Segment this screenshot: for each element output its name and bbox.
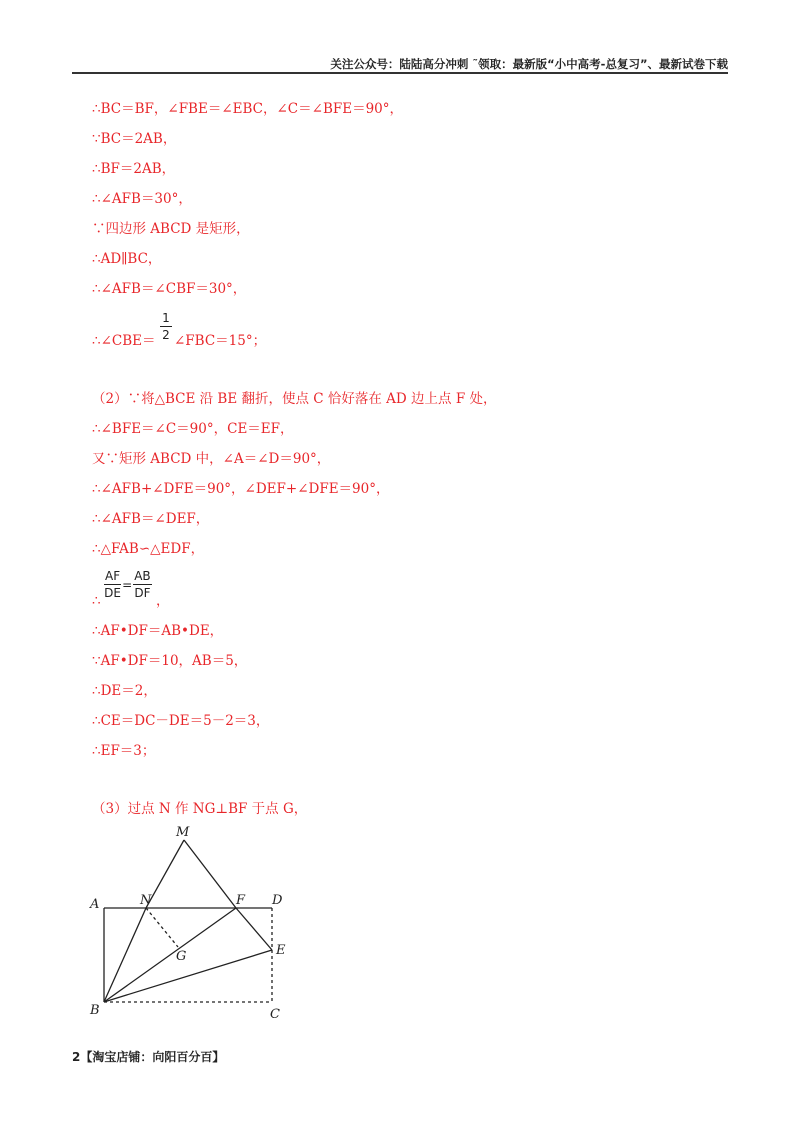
proof-line: ∴BF＝2AB， [92, 161, 176, 177]
proof-line: ∴BC＝BF，∠FBE＝∠EBC，∠C＝∠BFE＝90°， [92, 101, 404, 117]
label-M: M [176, 825, 190, 840]
label-F: F [236, 893, 246, 908]
proof-line: ∴∠CBE＝ [92, 333, 156, 349]
page-footer: 2【淘宝店铺：向阳百分百】 [72, 1050, 225, 1064]
proof-line: ∴CE＝DC－DE＝5－2＝3， [92, 713, 270, 729]
proof-line: ∴∠AFB＝∠CBF＝30°， [92, 281, 247, 297]
fraction-left [104, 568, 121, 601]
fraction-numerator: AB [134, 569, 151, 583]
proof-line: ∵BC＝2AB， [92, 131, 177, 147]
label-G: G [176, 949, 187, 964]
proof-line: ∴∠AFB+∠DFE＝90°，∠DEF+∠DFE＝90°， [92, 481, 390, 497]
proof-line: （3）过点 N 作 NG⊥BF 于点 G， [92, 801, 308, 817]
proof-line: ∴AF•DF＝AB•DE， [92, 623, 224, 639]
proof-line: ∴ [92, 593, 101, 609]
segment-FE [236, 908, 272, 950]
proof-line: ∴△FAB∽△EDF， [92, 541, 205, 557]
proof-line: ∴∠BFE＝∠C＝90°，CE＝EF， [92, 421, 294, 437]
fraction-denominator: DF [134, 586, 151, 600]
page-header: 关注公众号：陆陆高分冲刺 ˜领取：最新版“小中高考-总复习”、最新试卷下载 [330, 57, 728, 71]
proof-line: （2）∵将△BCE 沿 BE 翻折，使点 C 恰好落在 AD 边上点 F 处， [92, 391, 497, 407]
proof-line: ∠FBC＝15°； [174, 333, 267, 349]
segment-BN [104, 908, 146, 1002]
proof-line: ∴EF＝3； [92, 743, 156, 759]
proof-line: ∴AD∥BC， [92, 251, 162, 267]
segment-BE [104, 950, 272, 1002]
segment-MF [184, 840, 236, 908]
fraction-denominator: DE [104, 586, 121, 600]
proof-line: 又∵矩形 ABCD 中，∠A＝∠D＝90°， [92, 451, 331, 467]
header-divider [72, 72, 728, 74]
segment-NG [146, 908, 178, 947]
proof-line: ∵四边形 ABCD 是矩形， [92, 221, 250, 237]
fraction-denominator: 2 [162, 328, 170, 342]
label-B: B [90, 1003, 100, 1018]
proof-line: ∴∠AFB＝30°， [92, 191, 192, 207]
proof-line: ∴DE＝2， [92, 683, 157, 699]
label-N: N [140, 893, 152, 908]
label-D: D [272, 893, 283, 908]
label-E: E [276, 943, 286, 958]
label-A: A [90, 897, 100, 912]
fraction-right [133, 568, 151, 601]
fraction-numerator: 1 [160, 310, 172, 327]
segment-MN [146, 840, 184, 908]
proof-line: ∵AF•DF＝10，AB＝5， [92, 653, 248, 669]
proof-line: ， [156, 593, 170, 609]
fraction-equals: = [122, 577, 133, 592]
fraction-numerator: AF [105, 569, 121, 583]
segment-BF [104, 908, 236, 1002]
fraction-ratio [104, 568, 152, 601]
label-C: C [270, 1007, 280, 1022]
proof-line: ∴∠AFB＝∠DEF， [92, 511, 210, 527]
geometry-figure [80, 822, 340, 1022]
fraction-one-half [160, 310, 172, 343]
